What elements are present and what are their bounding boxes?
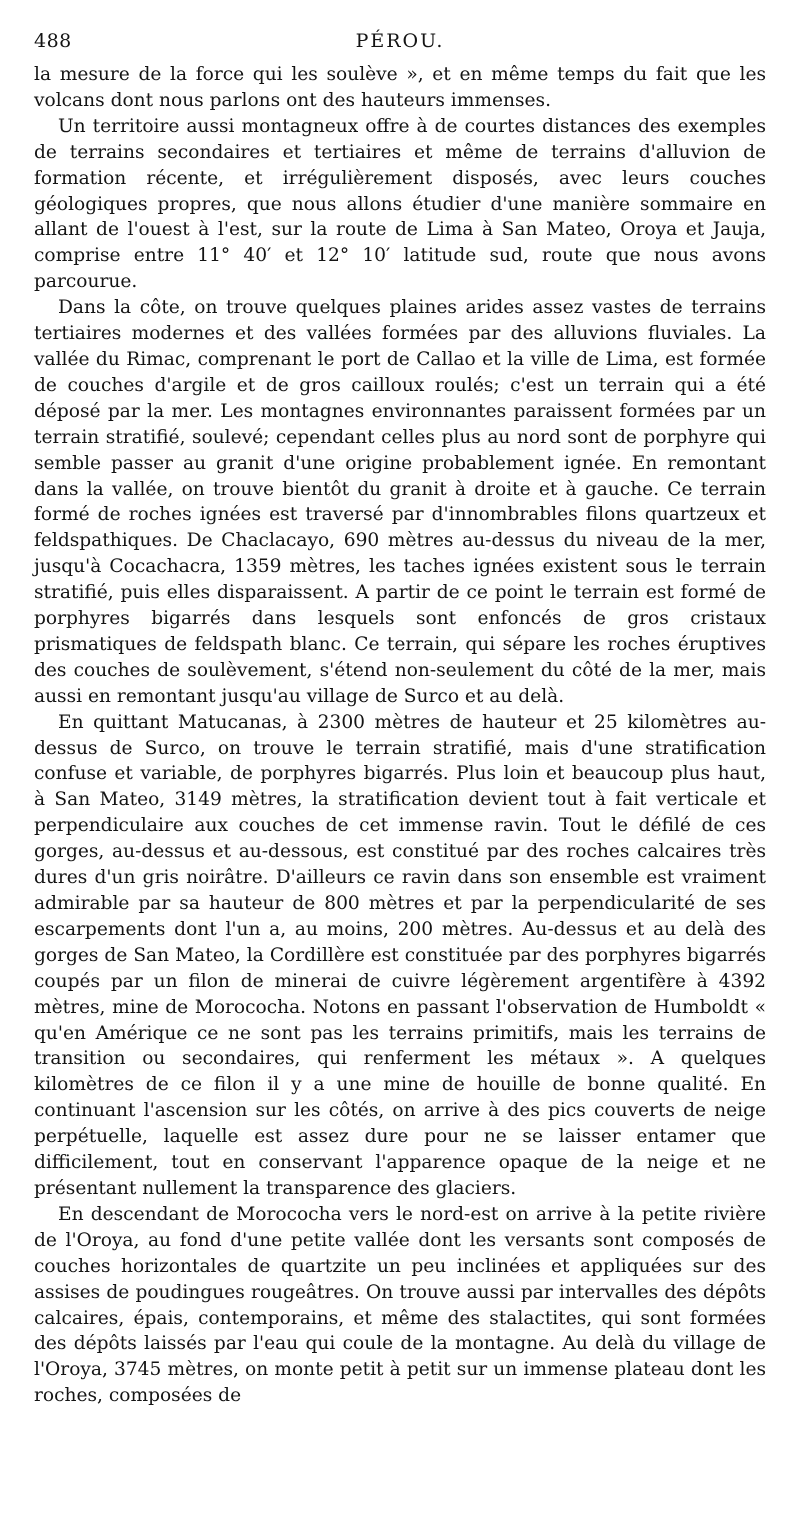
- page-number: 488: [34, 30, 72, 52]
- paragraph: Dans la côte, on trouve quelques plaines arides assez vastes de terrains tertiaires modernes et des vallées formées par des alluvions fluviales. La vallée du Rimac, comprenant le port de Callao et la ville de Lima, est formée de couches d'argile et de gros cailloux roulés; c'est un terrain qui a été déposé par la mer. Les montagnes environnantes paraissent formées par un terrain stratifié, soulevé; cependant celles plus au nord sont de porphyre qui semble passer au granit d'une origine probablement ignée. En remontant dans la vallée, on trouve bientôt du granit à droite et à gauche. Ce terrain formé de roches ignées est traversé par d'innombrables filons quartzeux et feldspathiques. De Chaclacayo, 690 mètres au-dessus du niveau de la mer, jusqu'à Cocachacra, 1359 mètres, les taches ignées existent sous le terrain stratifié, puis elles disparaissent. A partir de ce point le terrain est formé de porphyres bigarrés dans lesquels sont enfoncés de gros cristaux prismatiques de feldspath blanc. Ce terrain, qui sépare les roches éruptives des couches de soulèvement, s'étend non-seulement du côté de la mer, mais aussi en remontant jusqu'au village de Surco et au delà.: [34, 297, 766, 707]
- running-head: [34, 28, 766, 62]
- paragraph: En descendant de Morococha vers le nord-est on arrive à la petite rivière de l'Oroya, au fond d'une petite vallée dont les versants sont composés de couches horizontales de quartzite un peu inclinées et appliquées sur des assises de poudingues rougeâtres. On trouve aussi par intervalles des dépôts calcaires, épais, contemporains, et même des stalactites, qui sont formées des dépôts laissés par l'eau qui coule de la montagne. Au delà du village de l'Oroya, 3745 mètres, on monte petit à petit sur un immense plateau dont les roches, composées de: [34, 1203, 766, 1407]
- paragraph-continued: la mesure de la force qui les soulève », et en même temps du fait que les volcans dont nous parlons ont des hauteurs immenses.: [34, 64, 766, 111]
- body-text: [34, 62, 766, 1409]
- paragraph: Un territoire aussi montagneux offre à de courtes distances des exemples de terrains secondaires et tertiaires et même de terrains d'alluvion de formation récente, et irrégulièrement disposés, avec leurs couches géologiques propres, que nous allons étudier d'une manière sommaire en allant de l'ouest à l'est, sur la route de Lima à San Mateo, Oroya et Jauja, comprise entre 11° 40′ et 12° 10′ latitude sud, route que nous avons parcourue.: [34, 115, 766, 293]
- paragraph: En quittant Matucanas, à 2300 mètres de hauteur et 25 kilomètres au-dessus de Surco, on trouve le terrain stratifié, mais d'une stratification confuse et variable, de porphyres bigarrés. Plus loin et beaucoup plus haut, à San Mateo, 3149 mètres, la stratification devient tout à fait verticale et perpendiculaire aux couches de cet immense ravin. Tout le défilé de ces gorges, au-dessus et au-dessous, est constitué par des roches calcaires très dures d'un gris noirâtre. D'ailleurs ce ravin dans son ensemble est vraiment admirable par sa hauteur de 800 mètres et par la perpendicularité de ses escarpements dont l'un a, au moins, 200 mètres. Au-dessus et au delà des gorges de San Mateo, la Cordillère est constituée par des porphyres bigarrés coupés par un filon de minerai de cuivre légèrement argentifère à 4392 mètres, mine de Morococha. Notons en passant l'observation de Humboldt « qu'en Amérique ce ne sont pas les terrains primitifs, mais les terrains de transition ou secondaires, qui renferment les métaux ». A quelques kilomètres de ce filon il y a une mine de houille de bonne qualité. En continuant l'ascension sur les côtés, on arrive à des pics couverts de neige perpétuelle, laquelle est assez dure pour ne se laisser entamer que difficilement, tout en conservant l'apparence opaque de la neige et ne présentant nullement la transparence des glaciers.: [34, 711, 766, 1199]
- running-title: PÉROU.: [355, 30, 445, 52]
- book-page: [34, 28, 766, 1409]
